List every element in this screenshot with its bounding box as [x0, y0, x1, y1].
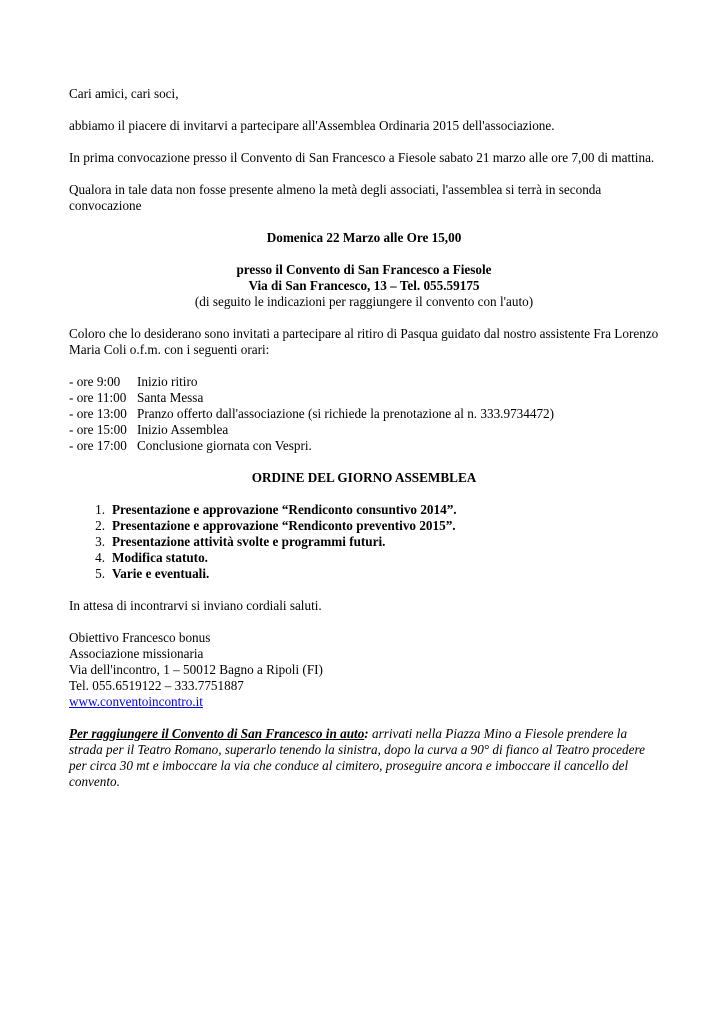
agenda-item-text: Presentazione e approvazione “Rendiconto preventivo 2015”.	[112, 518, 456, 533]
agenda-item	[69, 566, 659, 582]
agenda-item-number: 3.	[95, 534, 105, 549]
agenda-item-number: 5.	[95, 566, 105, 581]
agenda-item	[69, 534, 659, 550]
greeting: Cari amici, cari soci,	[69, 86, 179, 101]
second-call-paragraph: Qualora in tale data non fosse presente almeno la metà degli associati, l'assemblea si terrà in seconda convocazione	[69, 182, 602, 213]
directions-text: arrivati nella Piazza Mino a Fiesole prendere la strada per il Teatro Romano, superarlo tenendo la sinistra, dopo la curva a 90° di fianco al Teatro procedere per circa 30 mt e imboccare la via che conduce al cimitero, proseguire ancora e imboccare il cancello del convento.	[69, 726, 645, 789]
schedule-list	[69, 374, 659, 454]
schedule-time: - ore 13:00	[69, 406, 127, 421]
website-link[interactable]: www.conventoincontro.it	[69, 694, 203, 709]
schedule-activity: Inizio ritiro	[137, 374, 198, 389]
schedule-row	[69, 406, 659, 422]
closing-line: In attesa di incontrarvi si inviano cordiali saluti.	[69, 598, 322, 613]
schedule-row	[69, 374, 659, 390]
schedule-activity: Conclusione giornata con Vespri.	[137, 438, 312, 453]
venue-address: Via di San Francesco, 13 – Tel. 055.59175	[248, 278, 480, 293]
first-call-paragraph: In prima convocazione presso il Convento di San Francesco a Fiesole sabato 21 marzo alle ore 7,00 di mattina.	[69, 150, 655, 165]
agenda-item	[69, 502, 659, 518]
schedule-row	[69, 438, 659, 454]
schedule-activity: Pranzo offerto dall'associazione (si richiede la prenotazione al n. 333.9734472)	[137, 406, 555, 421]
signature-block	[69, 630, 659, 710]
agenda-item	[69, 518, 659, 534]
schedule-row	[69, 390, 659, 406]
agenda-item-number: 2.	[95, 518, 105, 533]
meeting-date: Domenica 22 Marzo alle Ore 15,00	[266, 230, 462, 245]
venue-name: presso il Convento di San Francesco a Fiesole	[236, 262, 492, 277]
agenda-item	[69, 550, 659, 566]
intro-paragraph: abbiamo il piacere di invitarvi a partecipare all'Assemblea Ordinaria 2015 dell'associazione.	[69, 118, 555, 133]
signature-org: Associazione missionaria	[69, 646, 204, 661]
agenda-item-text: Presentazione e approvazione “Rendiconto consuntivo 2014”.	[112, 502, 457, 517]
schedule-time: - ore 11:00	[69, 390, 127, 405]
schedule-row	[69, 422, 659, 438]
schedule-activity: Inizio Assemblea	[137, 422, 229, 437]
schedule-time: - ore 17:00	[69, 438, 127, 453]
venue-note: (di seguito le indicazioni per raggiungere il convento con l'auto)	[194, 294, 534, 309]
agenda-item-number: 1.	[95, 502, 105, 517]
agenda-list	[69, 502, 659, 582]
signature-name: Obiettivo Francesco bonus	[69, 630, 211, 645]
directions-lead: Per raggiungere il Convento di San Francesco in auto	[69, 726, 365, 741]
letter-page	[69, 86, 659, 790]
directions-paragraph	[69, 726, 659, 790]
agenda-item-text: Varie e eventuali.	[112, 566, 210, 581]
signature-phone: Tel. 055.6519122 – 333.7751887	[69, 678, 244, 693]
agenda-item-text: Presentazione attività svolte e programmi futuri.	[112, 534, 386, 549]
agenda-item-number: 4.	[95, 550, 105, 565]
schedule-time: - ore 15:00	[69, 422, 127, 437]
retreat-invite-paragraph: Coloro che lo desiderano sono invitati a partecipare al ritiro di Pasqua guidato dal nostro assistente Fra Lorenzo Maria Coli o.f.m. con i seguenti orari:	[69, 326, 659, 357]
directions-colon: :	[364, 726, 369, 741]
signature-address: Via dell'incontro, 1 – 50012 Bagno a Ripoli (FI)	[69, 662, 323, 677]
schedule-time: - ore 9:00	[69, 374, 121, 389]
schedule-activity: Santa Messa	[137, 390, 204, 405]
agenda-item-text: Modifica statuto.	[112, 550, 208, 565]
agenda-heading: ORDINE DEL GIORNO ASSEMBLEA	[251, 470, 477, 485]
